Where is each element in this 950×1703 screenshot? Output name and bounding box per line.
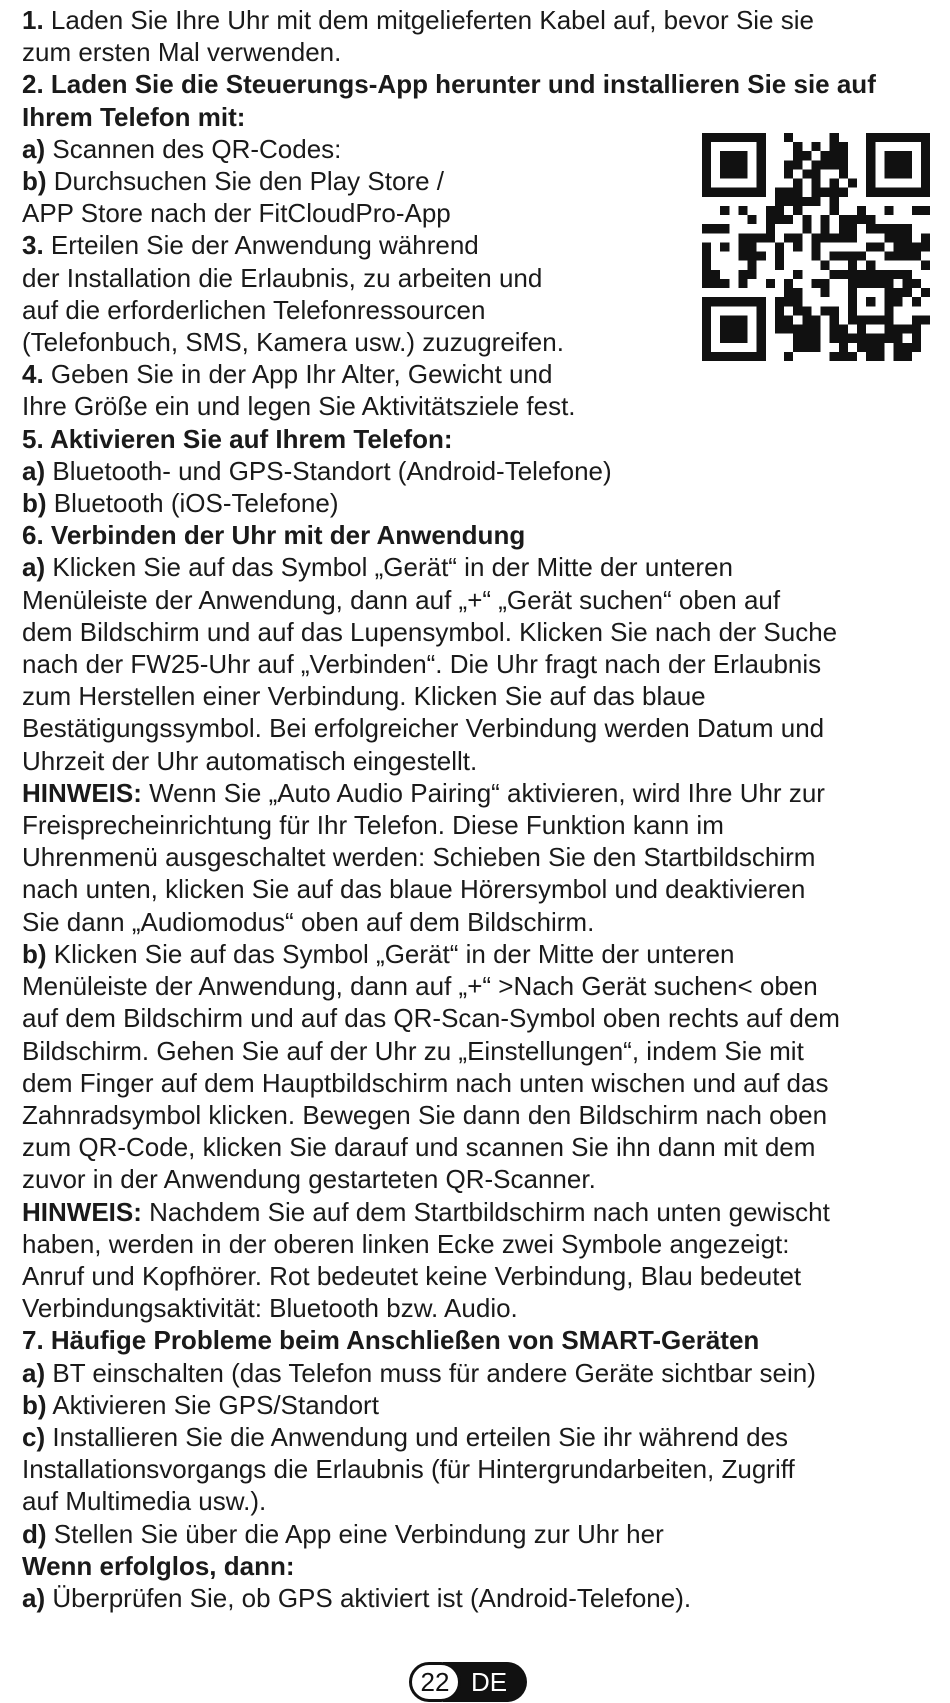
bold-text: a) xyxy=(22,455,46,486)
text: zum ersten Mal verwenden. xyxy=(22,37,342,68)
bold-text: HINWEIS: xyxy=(22,1196,142,1227)
text-line xyxy=(22,841,932,873)
text: Ihre Größe ein und legen Sie Aktivitätsziele fest. xyxy=(22,391,576,422)
text-line xyxy=(22,906,932,938)
text: Durchsuchen Sie den Play Store / xyxy=(46,166,444,197)
text-line xyxy=(22,1196,932,1228)
bold-text: 5. Aktivieren Sie auf Ihrem Telefon: xyxy=(22,423,453,454)
bold-text: b) xyxy=(22,938,47,969)
bold-text: Ihrem Telefon mit: xyxy=(22,101,246,132)
text: Installieren Sie die Anwendung und erteilen Sie ihr während des xyxy=(45,1421,789,1452)
text-line xyxy=(22,1550,932,1582)
text: Bluetooth- und GPS-Standort (Android-Telefone) xyxy=(45,455,612,486)
text-line xyxy=(22,519,932,551)
text-line xyxy=(22,68,932,100)
text: BT einschalten (das Telefon muss für andere Geräte sichtbar sein) xyxy=(45,1357,816,1388)
text-line xyxy=(22,1582,932,1614)
bold-text: Wenn erfolglos, dann: xyxy=(22,1550,295,1581)
text-line xyxy=(22,777,932,809)
text: Uhrzeit der Uhr automatisch eingestellt. xyxy=(22,745,478,776)
text-line xyxy=(22,1002,932,1034)
text-line xyxy=(22,358,932,390)
text: Laden Sie Ihre Uhr mit dem mitgelieferten Kabel auf, bevor Sie sie xyxy=(43,5,814,35)
text: nach der FW25-Uhr auf „Verbinden“. Die Uhr fragt nach der Erlaubnis xyxy=(22,649,822,680)
text-line xyxy=(22,616,932,648)
page-number: 22 xyxy=(409,1662,461,1702)
text: Scannen des QR-Codes: xyxy=(45,133,342,164)
bold-text: b) xyxy=(22,166,47,197)
text: Erteilen Sie der Anwendung während xyxy=(43,230,479,261)
text: Menüleiste der Anwendung, dann auf „+“ >Nach Gerät suchen< oben xyxy=(22,971,818,1002)
text: Uhrenmenü ausgeschaltet werden: Schieben Sie den Startbildschirm xyxy=(22,842,816,873)
bold-text: a) xyxy=(22,133,46,164)
bold-text: d) xyxy=(22,1518,47,1549)
text: zuvor in der Anwendung gestarteten QR-Scanner. xyxy=(22,1164,596,1195)
text: nach unten, klicken Sie auf das blaue Hörersymbol und deaktivieren xyxy=(22,874,806,905)
bold-text: 6. Verbinden der Uhr mit der Anwendung xyxy=(22,520,526,551)
text: der Installation die Erlaubnis, zu arbeiten und xyxy=(22,262,543,293)
text: Zahnradsymbol klicken. Bewegen Sie dann den Bildschirm nach oben xyxy=(22,1099,828,1130)
text-line xyxy=(22,1067,932,1099)
bold-text: b) xyxy=(22,488,47,519)
text-line xyxy=(22,36,932,68)
text-line xyxy=(22,648,932,680)
text-line xyxy=(22,1035,932,1067)
text: Verbindungsaktivität: Bluetooth bzw. Audio. xyxy=(22,1293,518,1324)
text-line xyxy=(22,1292,932,1324)
text: dem Bildschirm und auf das Lupensymbol. Klicken Sie nach der Suche xyxy=(22,616,838,647)
text-line xyxy=(22,1260,932,1292)
language-code: DE xyxy=(443,1662,527,1702)
text: Geben Sie in der App Ihr Alter, Gewicht und xyxy=(43,359,553,390)
text-line xyxy=(22,712,932,744)
text-line xyxy=(22,1421,932,1453)
bold-text: 2. Laden Sie die Steuerungs-App herunter und installieren Sie sie auf xyxy=(22,69,876,100)
bold-text: 4. xyxy=(22,359,44,390)
text-line xyxy=(22,101,932,133)
bold-text: a) xyxy=(22,552,46,583)
bold-text: b) xyxy=(22,1389,47,1420)
text: Bluetooth (iOS-Telefone) xyxy=(46,488,339,519)
text-line xyxy=(22,809,932,841)
text: zum Herstellen einer Verbindung. Klicken Sie auf das blaue xyxy=(22,681,706,712)
text-line xyxy=(22,1453,932,1485)
text: Sie dann „Audiomodus“ oben auf dem Bildschirm. xyxy=(22,906,595,937)
bold-text: 7. Häufige Probleme beim Anschließen von SMART-Geräten xyxy=(22,1325,760,1356)
text-line xyxy=(22,4,932,36)
text-line xyxy=(22,487,932,519)
text-line xyxy=(22,455,932,487)
bold-text: 3. xyxy=(22,230,44,261)
text: auf dem Bildschirm und auf das QR-Scan-Symbol oben rechts auf dem xyxy=(22,1003,840,1034)
text-line xyxy=(22,1131,932,1163)
text: Anruf und Kopfhörer. Rot bedeutet keine Verbindung, Blau bedeutet xyxy=(22,1260,802,1291)
text: Aktivieren Sie GPS/Standort xyxy=(46,1389,379,1420)
text: Installationsvorgangs die Erlaubnis (für Hintergrundarbeiten, Zugriff xyxy=(22,1454,795,1485)
text: Stellen Sie über die App eine Verbindung zur Uhr her xyxy=(46,1518,664,1549)
bold-text: c) xyxy=(22,1421,46,1452)
text: auf Multimedia usw.). xyxy=(22,1486,267,1517)
text-line xyxy=(22,1324,932,1356)
text: APP Store nach der FitCloudPro-App xyxy=(22,198,451,229)
text: Bestätigungssymbol. Bei erfolgreicher Verbindung werden Datum und xyxy=(22,713,825,744)
text: Überprüfen Sie, ob GPS aktiviert ist (Android-Telefone). xyxy=(45,1582,692,1613)
text-line xyxy=(22,1099,932,1131)
text-line xyxy=(22,1389,932,1421)
text: Bildschirm. Gehen Sie auf der Uhr zu „Einstellungen“, indem Sie mit xyxy=(22,1035,804,1066)
text-line xyxy=(22,390,932,422)
qr-code-graphic xyxy=(702,133,930,361)
page-footer xyxy=(409,1663,527,1701)
text: (Telefonbuch, SMS, Kamera usw.) zuzugreifen. xyxy=(22,327,564,358)
text-line xyxy=(22,551,932,583)
text: Klicken Sie auf das Symbol „Gerät“ in der Mitte der unteren xyxy=(45,552,733,583)
qr-code xyxy=(702,133,930,361)
text-line xyxy=(22,1228,932,1260)
text: Menüleiste der Anwendung, dann auf „+“ „Gerät suchen“ oben auf xyxy=(22,584,781,615)
bold-text: HINWEIS: xyxy=(22,777,142,808)
text-line xyxy=(22,1518,932,1550)
text-line xyxy=(22,745,932,777)
text: auf die erforderlichen Telefonressourcen xyxy=(22,294,486,325)
bold-text: 1. xyxy=(22,5,44,35)
text: haben, werden in der oberen linken Ecke zwei Symbole angezeigt: xyxy=(22,1228,790,1259)
text-line xyxy=(22,1163,932,1195)
text: Klicken Sie auf das Symbol „Gerät“ in der Mitte der unteren xyxy=(46,938,735,969)
text: Nachdem Sie auf dem Startbildschirm nach unten gewischt xyxy=(141,1196,830,1227)
text-line xyxy=(22,938,932,970)
text-line xyxy=(22,584,932,616)
bold-text: a) xyxy=(22,1582,46,1613)
text-line xyxy=(22,1357,932,1389)
text: dem Finger auf dem Hauptbildschirm nach unten wischen und auf das xyxy=(22,1067,829,1098)
text-line xyxy=(22,423,932,455)
text: Freisprecheinrichtung für Ihr Telefon. Diese Funktion kann im xyxy=(22,810,724,841)
text-line xyxy=(22,873,932,905)
text-line xyxy=(22,970,932,1002)
text: zum QR-Code, klicken Sie darauf und scannen Sie ihn dann mit dem xyxy=(22,1132,816,1163)
text-line xyxy=(22,1485,932,1517)
text: Wenn Sie „Auto Audio Pairing“ aktivieren, wird Ihre Uhr zur xyxy=(141,777,825,808)
text-line xyxy=(22,680,932,712)
bold-text: a) xyxy=(22,1357,46,1388)
